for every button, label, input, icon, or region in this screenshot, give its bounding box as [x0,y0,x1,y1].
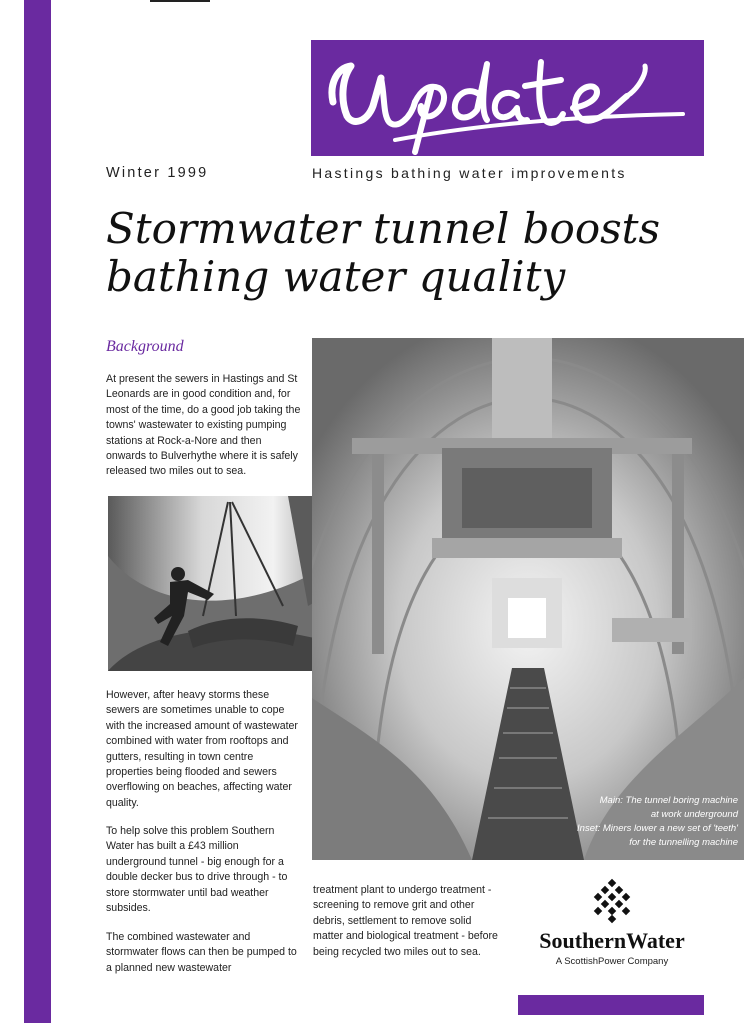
update-logo [311,40,704,156]
inset-photo-miners [106,494,346,673]
newsletter-tagline: Hastings bathing water improvements [312,165,627,181]
brand-subtitle: A ScottishPower Company [555,956,669,967]
bottom-accent-bar [518,995,704,1015]
paragraph-intro: At present the sewers in Hastings and St Leonards are in good condition and, for most of the time, do a good job taking the towns' wastewater to existing pumping stations at Rock-a-Nore and then onwards to Bulverhythe where it is safely released two miles out to sea. [106,373,301,478]
caption-line-1: Main: The tunnel boring machine [599,795,738,806]
paragraph-storms: However, after heavy storms these sewers are sometimes unable to cope with the increased amount of wastewater combined with water from rooftops and gutters, resulting in town centre properties being flooded and sewers overflowing on beaches, affecting water quality. [106,689,298,809]
headline-line-1: Stormwater tunnel boosts [106,204,661,253]
inset-photo-illustration [108,496,344,671]
headline-line-2: bathing water quality [106,252,566,301]
southern-water-brand [516,878,708,967]
left-accent-bar [24,0,51,1023]
brand-name: SouthernWater [539,928,685,953]
caption-line-3: Inset: Miners lower a new set of 'teeth' [577,823,738,834]
issue-date: Winter 1999 [106,165,209,181]
section-heading-background: Background [106,338,184,355]
masthead-banner [311,40,704,156]
caption-line-2: at work underground [650,809,738,820]
paragraph-flows: The combined wastewater and stormwater flows can then be pumped to a planned new wastewater [106,931,297,974]
main-photo-illustration [312,338,744,860]
photo-caption [577,794,738,850]
main-photo-tunnel [312,338,744,860]
paragraph-tunnel: To help solve this problem Southern Water has built a £43 million underground tunnel - big enough for a double decker bus to drive through - to store stormwater until bad weather subsides. [106,825,288,915]
headline [106,205,736,301]
top-edge-mark [150,0,210,2]
paragraph-treatment: treatment plant to undergo treatment - screening to remove grit and other debris, settlement to remove solid matter and biological treatment - before being recycled two miles out to sea. [313,884,498,958]
caption-line-4: for the tunnelling machine [629,837,738,848]
diamond-lattice-icon [589,878,635,924]
